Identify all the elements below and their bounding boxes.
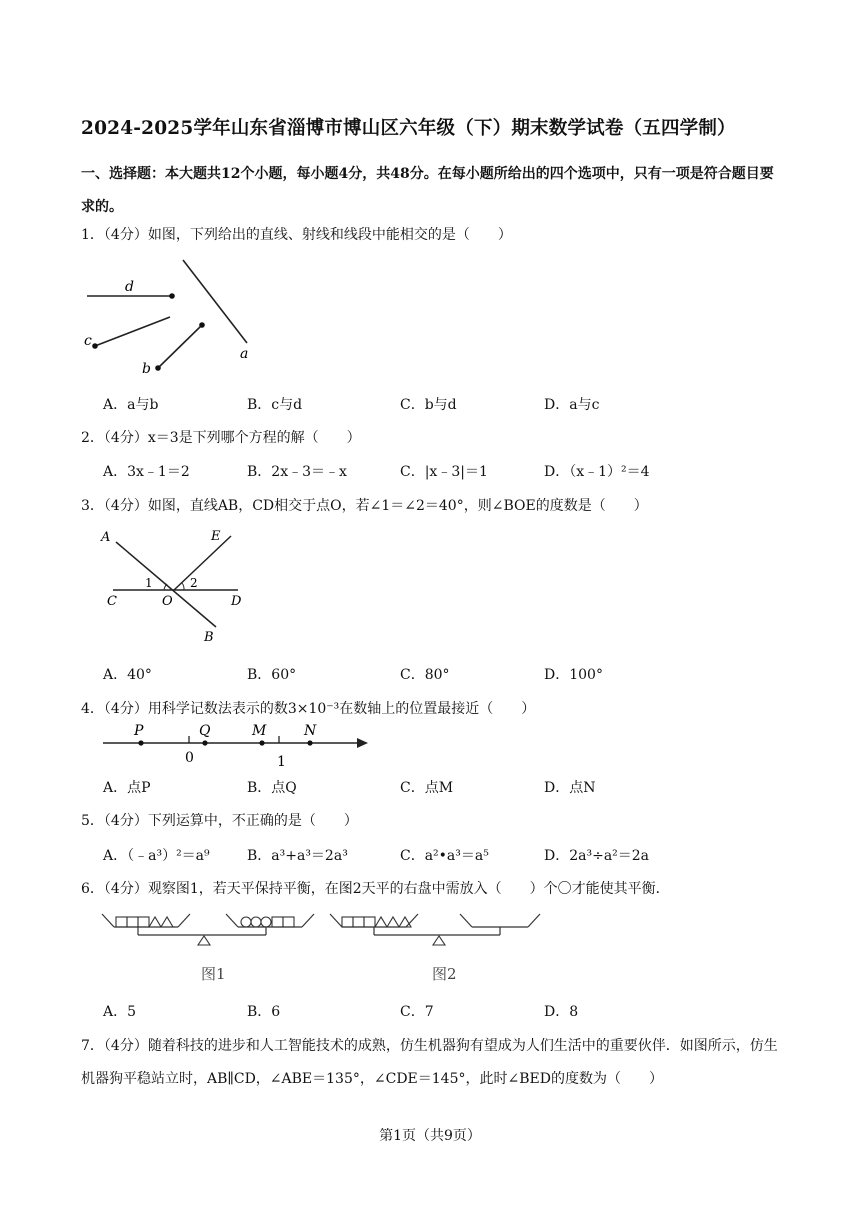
tick-1: 1 — [277, 754, 286, 770]
option-d[interactable]: D．（x﹣1）²＝4 — [544, 464, 650, 480]
label-C: C — [107, 594, 117, 609]
label-D: D — [231, 594, 242, 609]
label-d: d — [125, 279, 134, 295]
option-c[interactable]: C．点M — [400, 780, 454, 796]
option-c[interactable]: C．|x﹣3|＝1 — [400, 464, 488, 480]
label-M: M — [252, 723, 267, 739]
question-4-stem: 4．（4分）用科学记数法表示的数3×10⁻³在数轴上的位置最接近（ ） — [81, 701, 536, 717]
tick-0: 0 — [185, 750, 194, 766]
option-b[interactable]: B．6 — [247, 1004, 281, 1020]
balance-figure-2 — [330, 914, 540, 983]
label-P: P — [134, 723, 144, 739]
option-a[interactable]: A．点P — [103, 780, 151, 796]
question-7-stem: 7．（4分）随着科技的进步和人工智能技术的成熟，仿生机器狗有望成为人们生活中的重要伙伴．如图所示，仿生机器狗平稳站立时，AB∥CD，∠ABE＝135°，∠CDE＝145°，此时∠BED的度数为（ ） — [81, 1038, 778, 1087]
option-a[interactable]: A．（﹣a³）²＝a⁹ — [103, 848, 210, 864]
option-b[interactable]: B．a³+a³＝2a³ — [247, 848, 348, 864]
question-3-stem: 3．（4分）如图，直线AB，CD相交于点O，若∠1＝∠2＝40°，则∠BOE的度数是（ ） — [81, 498, 648, 514]
option-c[interactable]: C．b与d — [400, 397, 457, 413]
label-a: a — [240, 346, 249, 362]
label-Q: Q — [199, 723, 211, 739]
question-1-stem: 1．（4分）如图，下列给出的直线、射线和线段中能相交的是（ ） — [81, 227, 512, 243]
question-4-number-line — [98, 722, 373, 770]
figure-2-label: 图2 — [432, 965, 457, 983]
question-3-figure — [98, 524, 258, 649]
question-2-stem: 2．（4分）x＝3是下列哪个方程的解（ ） — [81, 430, 361, 446]
figure-1-label: 图1 — [201, 965, 226, 983]
option-c[interactable]: C．a²•a³＝a⁵ — [400, 848, 489, 864]
option-a[interactable]: A．40° — [103, 667, 152, 683]
option-d[interactable]: D．8 — [544, 1004, 579, 1020]
question-6-balance-figures — [98, 905, 548, 990]
section-heading: 一、选择题：本大题共12个小题，每小题4分，共48分。在每小题所给出的四个选项中，只有一项是符合题目要求的。 — [81, 166, 774, 215]
option-d[interactable]: D．100° — [544, 667, 603, 683]
page-footer: 第1页（共9页） — [379, 1128, 481, 1144]
label-c: c — [84, 333, 92, 349]
option-d[interactable]: D．点N — [544, 780, 596, 796]
option-c[interactable]: C．7 — [400, 1004, 434, 1020]
label-O: O — [162, 594, 173, 609]
question-5-stem: 5．（4分）下列运算中，不正确的是（ ） — [81, 813, 358, 829]
balance-figure-1 — [102, 914, 314, 983]
option-d[interactable]: D．2a³÷a²＝2a — [544, 848, 650, 864]
option-a[interactable]: A．5 — [103, 1004, 137, 1020]
label-angle-1: 1 — [145, 576, 153, 590]
option-a[interactable]: A．a与b — [103, 397, 159, 413]
option-d[interactable]: D．a与c — [544, 397, 600, 413]
label-angle-2: 2 — [190, 576, 198, 590]
option-b[interactable]: B．2x﹣3＝﹣x — [247, 464, 347, 480]
option-b[interactable]: B．60° — [247, 667, 297, 683]
label-A: A — [101, 530, 111, 545]
label-N: N — [304, 723, 317, 739]
question-6-stem: 6．（4分）观察图1，若天平保持平衡，在图2天平的右盘中需放入（ ）个〇才能使其平衡． — [81, 881, 670, 897]
question-1-figure — [80, 255, 265, 380]
label-b: b — [142, 361, 151, 377]
option-c[interactable]: C．80° — [400, 667, 450, 683]
label-B: B — [204, 630, 214, 645]
option-a[interactable]: A．3x﹣1＝2 — [103, 464, 190, 480]
exam-title: 2024-2025学年山东省淄博市博山区六年级（下）期末数学试卷（五四学制） — [81, 118, 736, 139]
option-b[interactable]: B．点Q — [247, 780, 297, 796]
label-E: E — [211, 529, 221, 544]
option-b[interactable]: B．c与d — [247, 397, 303, 413]
